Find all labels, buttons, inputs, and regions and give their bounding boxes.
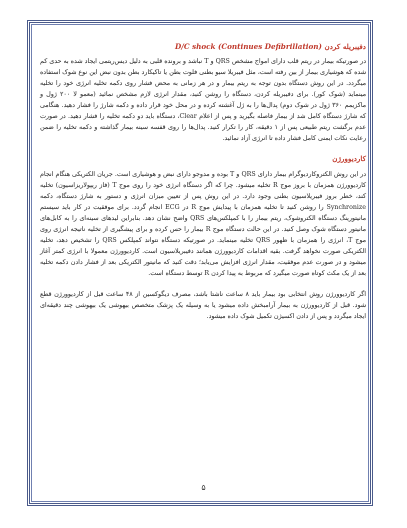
section-heading-cardioversion: [40, 154, 366, 163]
section-heading-defibrillation: [40, 42, 366, 51]
heading-fa-2: کاردیوورژن: [332, 154, 366, 164]
heading-fa: دفیبریله کردن: [324, 42, 366, 51]
cardioversion-paragraph-1: در این روش الکتروکاردیوگرام بیمار دارای QRS و T بوده و مدوجو دارای نبض و هوشیاری است. جریان الکتریکی هنگام انجام کاردیوورژن همزمان با بروز موج R تخلیه میشود. چرا که اگر دستگاه انرژی خود را روی موج T (فاز ریپولاریزاسیون) تخلیه کند، خطر بروز فیبریلاسیون بطنی وجود دارد. در این روش پس از تعیین میزان انرژی و دستور به شارژ دستگاه، دکمه Synchronize را روشن کنید تا تخلیه همزمان با پیدایش موج R در ECG انجام گردد. برای موفقیت در کار باید سیستم مانیتورینگ دستگاه الکتروشوک، ریتم بیمار را با کمپلکس‌های QRS واضح نشان دهد. بنابراین لیدهای سینه‌ای را به کابل‌های مانیتور دستگاه شوک وصل کنید. در این حالت دستگاه موج R بیمار را حس کرده و برای پیشگیری از تخلیه ناتیجه انرژی روی موج T، انرژی را همزمان با ظهور QRS تخلیه مینماید. در صورتیکه دستگاه نتواند کمپلکس QRS را تشخیص دهد، تخلیه الکتریکی صورت نخواهد گرفت. بقیه اقدامات کاردیوورژن همانند دفیبریلاسیون است. کاردیوورژن معمولا با انرژی کمتر آغاز میشود و در صورت عدم موفقیت، مقدار انرژی افزایش می‌یابد؛ دقت کنید که مانیتور الکتریکی بعد از فشار دادن دکمه تخلیه بعد از یک مکث کوتاه صورت میگیرد که مربوط به پیدا کردن R توسط دستگاه است.: [40, 170, 366, 277]
defibrillation-paragraph: در صورتیکه بیمار در ریتم قلب دارای امواج مشخص QRS و T نباشد و برونده قلبی به دلیل دیس‌ریتمی ایجاد شده به حدی کم شده که هوشیاری بیمار از بین رفته است، مثل فیبریلا سیو بطنی فلوت بطن یا تاکیکارد بطن بدون نبض این نوع شوک استفاده میگردد. در این روش دستگاه بدون توجه به ریتم بیمار و در هر زمانی به محض فشار روی دکمه تخلیه انرژی خود را تخلیه مینماید (شوک کور). برای دفیبریله کردن، دستگاه را روشن کنید، مقدار انرژی لازم مشخص نمائید (معمو لا ۲۰۰ ژول و ماکزیمم ۳۶۰ ژول در شوک دوم) پدال‌ها را به ژل آغشته کرده و در محل خود قرار داده و دکمه شارژ را فشار دهید. هنگامی که شارژ دستگاه کامل شد از بیمار فاصله بگیرید و پس از اعلام Clear، دستگاه باید دو دکمه تخلیه را فشار دهید. در صورت عدم برگشت ریتم طبیعی پس از ۱ دقیقه، کار را تکرار کنید. پدال‌ها را روی قفسه سینه بیمار گذاشته و دکمه تخلیه را ضمن رعایت نکات ایمنی کامل فشار داده تا انرژی آزاد نمائید.: [40, 58, 366, 143]
heading-en: D/C shock (Continues Defibrillation): [175, 42, 322, 51]
page-number: ۵: [201, 483, 206, 492]
page-content: [40, 42, 366, 322]
cardioversion-paragraph-2: اگر کاردیوورژن روش انتخابی بود بیمار باید ۸ ساعت ناشتا باشد، مصرف دیگوکسین از ۴۸ ساعت قبل از کاردیوورژن قطع شود. قبل از کاردیوورژن به بیمار آرامبخش داده میشود یا به وسیله یک پزشک متخصص بیهوشی یک بیهوشی چند دقیقه‌ای ایجاد میگردد و پس از دادن اکسیژن تکمیل شوک داده میشود.: [40, 290, 366, 320]
